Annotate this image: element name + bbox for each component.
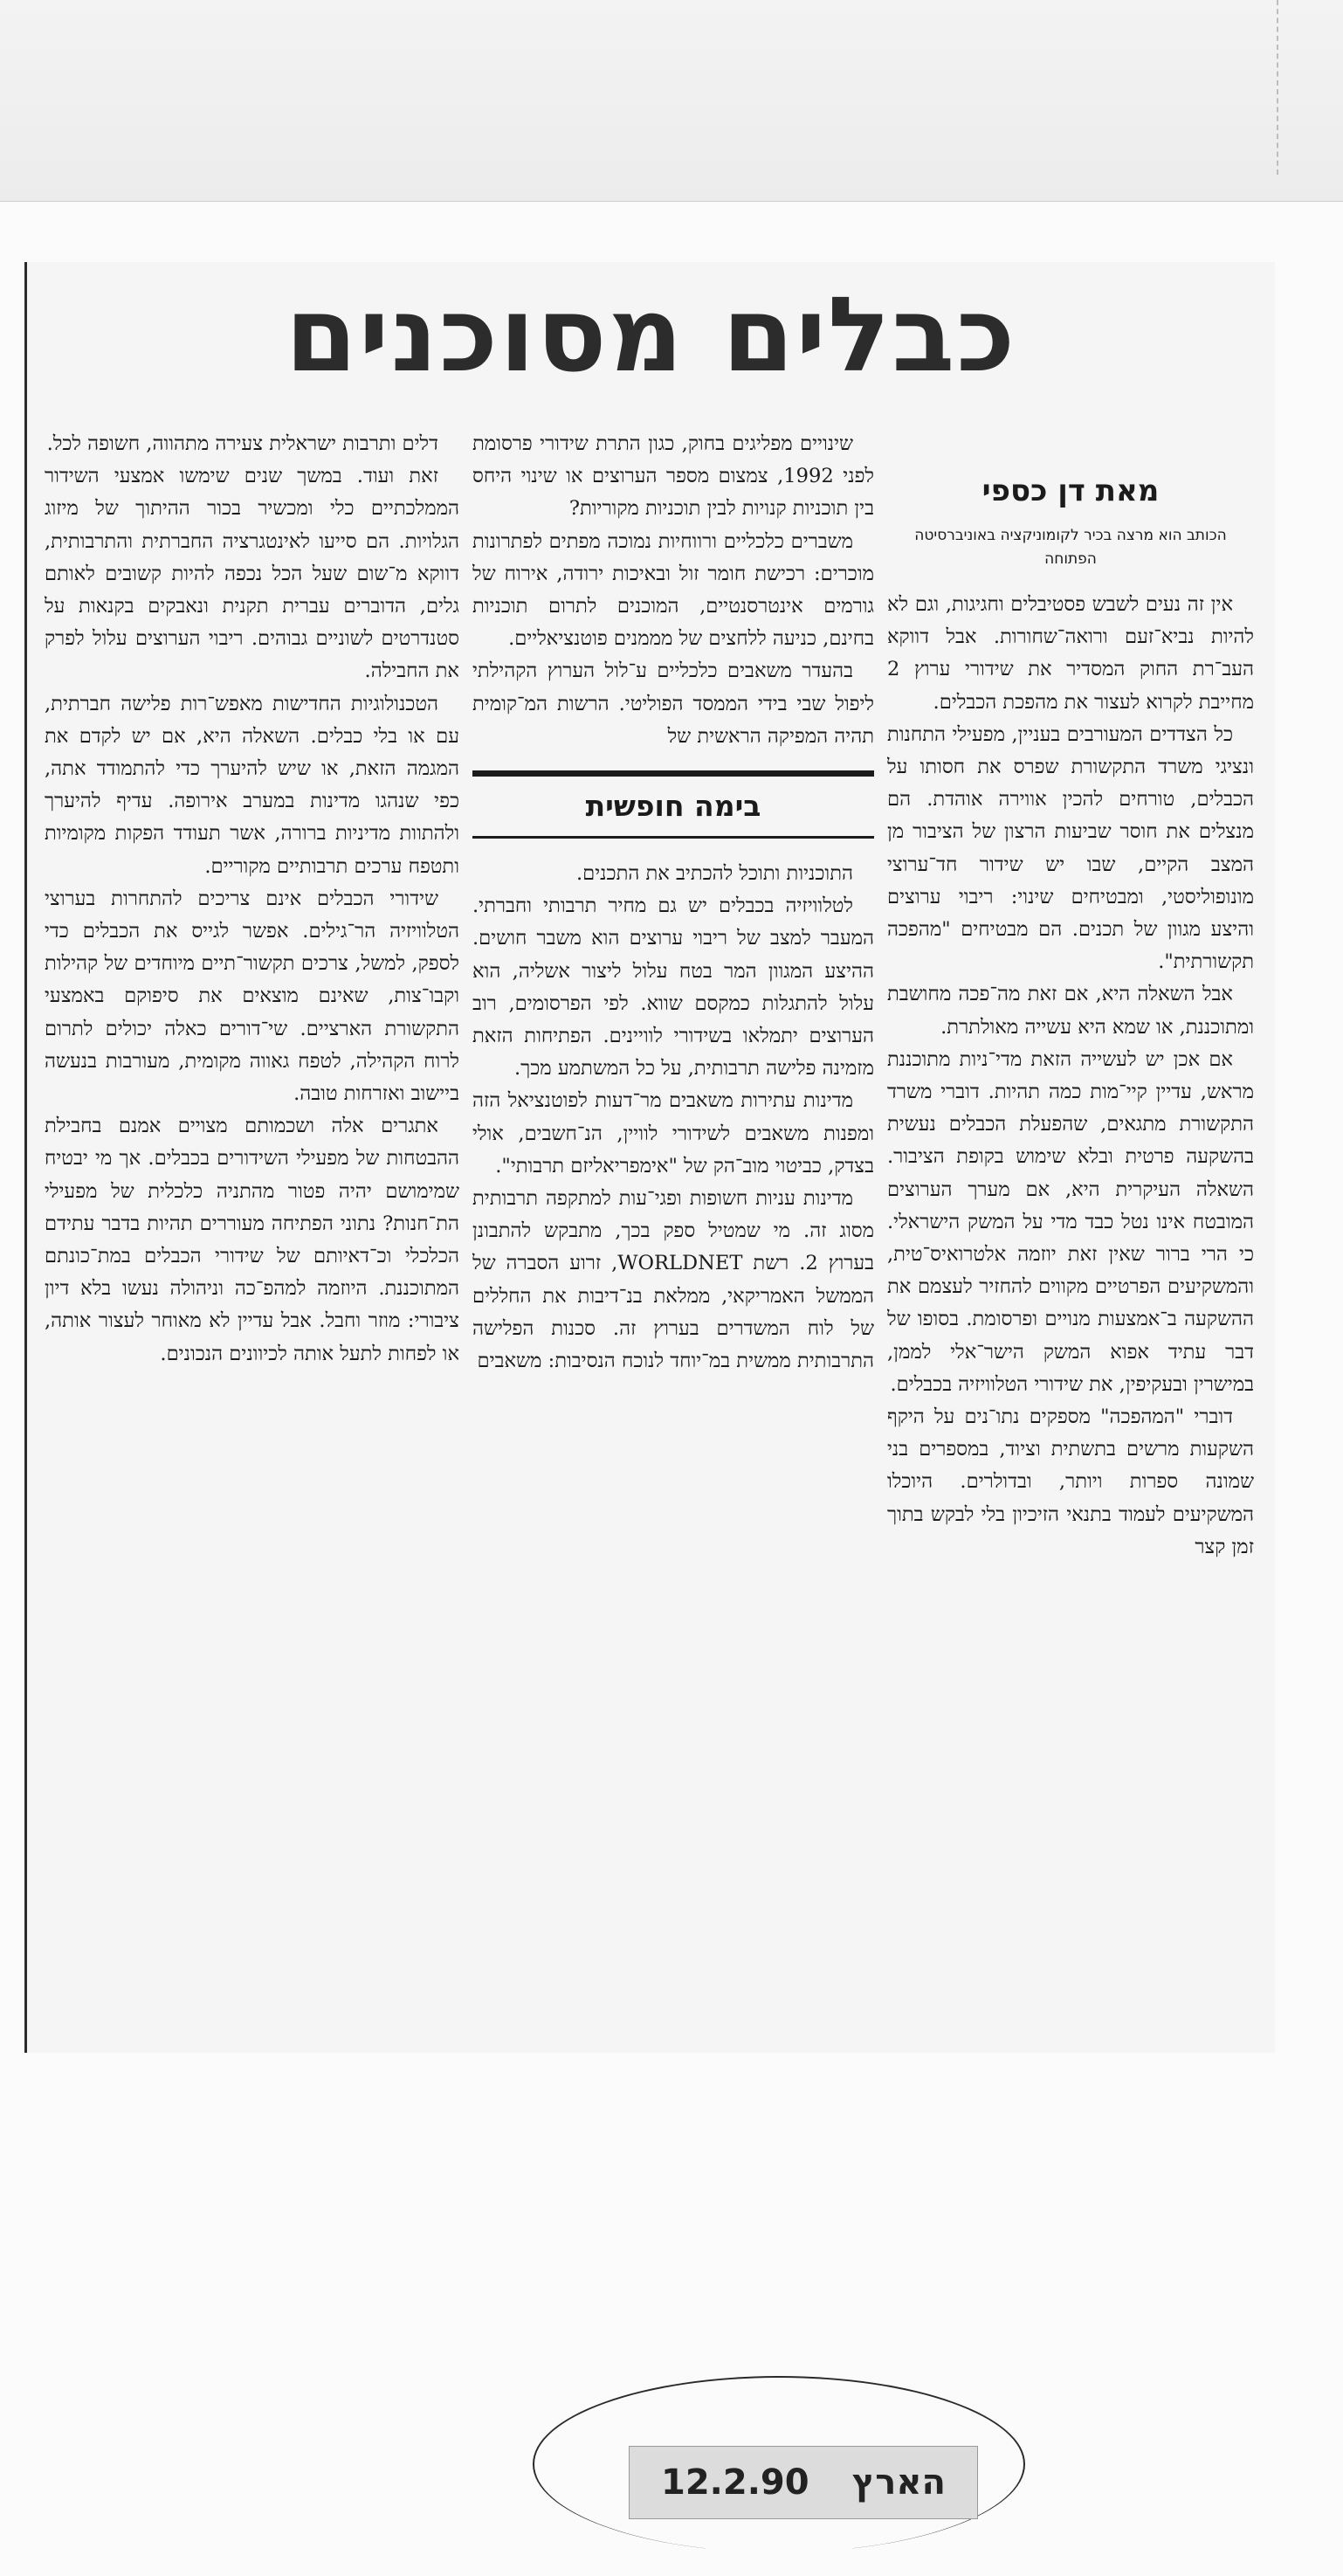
stamp-date: 12.2.90: [661, 2462, 809, 2503]
paragraph: אין זה נעים לשבש פסטיבלים וחגיגות, וגם לא להיות נביא־זעם ורואה־שחורות. אבל דווקא העב־רת החוק המסדיר את שידורי ערוץ 2 מחייבת לקרוא לעצור את מהפכת הכבלים.: [887, 593, 1254, 714]
scan-top-margin: [0, 0, 1343, 202]
paragraph: דלים ותרבות ישראלית צעירה מתהווה, חשופה לכל.: [46, 432, 438, 455]
paragraph: הטכנולוגיות החדישות מאפש־רות פלישה חברתית, עם או בלי כבלים. השאלה היא, אם יש לקדם את המגמה הזאת, או שיש להיערך כדי להתמודד אתה, כפי שנהגו מדינות במערב אירופה. עדיף להיערך ולהתוות מדיניות ברורה, אשר תעודד הפקות מקומיות ותטפח ערכים תרבותיים מקוריים.: [45, 692, 459, 878]
author-credit: הכותב הוא מרצה בכיר לקומוניקציה באוניברסיטה הפתוחה: [914, 527, 1227, 568]
paragraph: מדינות עתירות משאבים מר־דעות לפוטנציאל הזה ומפנות משאבים לשידורי לוויין, הנ־חשבים, אולי בצדק, כביטוי מוב־הק של "אימפריאליזם תרבותי".: [472, 1089, 874, 1178]
right-column: [887, 428, 1254, 2035]
newspaper-clipping: [24, 262, 1275, 2053]
middle-column: [472, 428, 874, 2035]
paragraph: מדינות עניות חשופות ופגי־עות למתקפה תרבותית מסוג זה. מי שמטיל ספק בכך, מתבקש להתבונן בערוץ 2. רשת WORLDNET, זרוע הסברה של הממשל האמריקאי, ממלאת בנ־דיבות את החללים של לוח המשדרים בערוץ זה. סכנות הפלישה התרבותית ממשית במ־יוחד לנוכח הנסיבות: משאבים: [472, 1187, 874, 1373]
source-stamp: [629, 2446, 978, 2519]
paragraph: כל הצדדים המעורבים בעניין, מפעילי התחנות ונציגי משרד התקשורת שפרס את חסותו על הכבלים, טורחים להכין אווירה אוהדת. הם מנצלים את חוסר שביעות הרצון של הציבור מן המצב הקיים, שבו יש שידור חד־ערוצי מונופוליסטי, ומבטיחים שינוי: ריבוי ערוצים והיצע מגוון של תכנים. הם מבטיחים "מהפכה תקשורתית".: [887, 722, 1254, 974]
paragraph: בהעדר משאבים כלכליים ע־לול הערוץ הקהילתי ליפול שבי בידי הממסד הפוליטי. הרשות המ־קומית תהיה המפיקה הראשית של: [472, 660, 874, 748]
section-label: בימה חופשית: [472, 770, 874, 839]
stamp-newspaper: הארץ: [851, 2462, 946, 2503]
left-column: [45, 428, 459, 2035]
paragraph: התוכניות ותוכל להכתיב את התכנים.: [575, 862, 853, 886]
paragraph: שידורי הכבלים אינם צריכים להתחרות בערוצי הטלוויזיה הר־גילים. אפשר לגייס את הכבלים כדי לספק, למשל, צרכים תקשור־תיים מיוחדים של קהילות וקבו־צות, שאינם מוצאים את סיפוקם באמצעי התקשורת הארציים. שי־דורים כאלה יכולים לתרום לרוח הקהילה, לטפח גאווה מקומית, מעורבות בנעשה ביישוב ואזרחות טובה.: [45, 887, 459, 1106]
paragraph: שינויים מפליגים בחוק, כגון התרת שידורי פרסומת לפני 1992, צמצום מספר הערוצים או שינוי היחס בין תוכניות קנויות לבין תוכניות מקוריות?: [472, 432, 874, 521]
paragraph: אם אכן יש לעשייה הזאת מדי־ניות מתוכננת מראש, עדיין קיי־מות כמה תהיות. דוברי משרד התקשורת מתגאים, שהפעלת הכבלים נעשית בהשקעה פרטית ובלא שימוש בקופת הציבור. השאלה העיקרית היא, אם מערך הערוצים המובטח אינו נטל כבד מדי על המשק הישראלי. כי הרי ברור שאין זאת יוזמה אלטרואיס־טית, והמשקיעים הפרטיים מקווים להחזיר לעצמם את ההשקעה ב־אמצעות מנויים ופרסומת. בסופו של דבר עתיד אפוא המשק הישר־אלי לממן, במישרין ובעקיפין, את שידורי הטלוויזיה בכבלים.: [887, 1047, 1254, 1396]
paragraph: אבל השאלה היא, אם זאת מה־פכה מחושבת ומתוכננת, או שמא היא עשייה מאולתרת.: [887, 983, 1254, 1039]
paragraph: זאת ועוד. במשך שנים שימשו אמצעי השידור הממלכתיים כלי ומכשיר בכור ההיתוך של מיזוג הגלויות. הם סייעו לאינטגרציה החברתית והתרבותית, דווקא מ־שום שעל הכל נכפה להיות קשובים לאותם גלים, הדוברים עברית תקנית ונאבקים בקנאות על סטנדרטים לשוניים גבוהים. ריבוי הערוצים עלול לפרק את החבילה.: [45, 465, 459, 683]
paragraph: אתגרים אלה ושכמותם מצויים אמנם בחבילת ההבטחות של מפעילי השידורים בכבלים. אך מי יבטיח שמימושם יהיה פטור מהתניה כלכלית של מפעילי הת־חנות? נתוני הפתיחה מעוררים תהיות בדבר עתידם הכלכלי וכ־דאיותם של שידורי הכבלים במת־כונתם המתוכננת. היוזמה למהפ־כה וניהולה נעשו בלא דיון ציבורי: מוזר וחבל. אבל עדיין לא מאוחר לעצור אותה, או לפחות לתעל אותה לכיוונים הנכונים.: [45, 1115, 459, 1365]
article-headline: כבלים מסוכנים: [285, 274, 1017, 395]
paragraph: משברים כלכליים ורווחיות נמוכה מפתים לפתרונות מוכרים: רכישת חומר זול ובאיכות ירודה, אירוח של גורמים אינטרסנטיים, המוכנים לתרום תוכניות בחינם, כניעה ללחצים של מממנים פוטנציאליים.: [472, 529, 874, 651]
paragraph: דוברי "המהפכה" מספקים נתו־נים על היקף השקעות מרשים בתשתית וציוד, במספרים בני שמונה ספרות ויותר, ובדולרים. היוכלו המשקיעים לעמוד בתנאי הזיכיון בלי לבקש בתוך זמן קצר: [887, 1405, 1254, 1558]
byline: מאת דן כספי: [981, 473, 1160, 508]
paragraph: לטלוויזיה בכבלים יש גם מחיר תרבותי וחברתי. המעבר למצב של ריבוי ערוצים הוא משבר חושים. ההיצע המגוון המר בטח עלול ליצור אשליה, הוא עלול להתגלות כמקסם שווא. לפי הפרסומים, רוב הערוצים יתמלאו בשידורי לוויינים. הפתיחות הזאת מזמינה פלישה תרבותית, על כל המשתמע מכך.: [472, 894, 874, 1081]
